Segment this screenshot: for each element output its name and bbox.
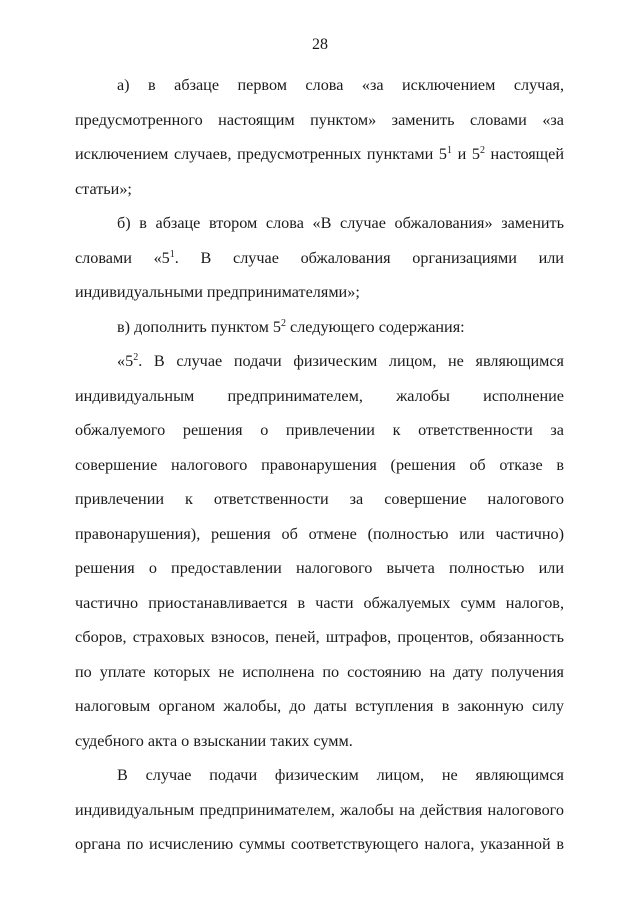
- paragraph-b: [75, 206, 564, 310]
- superscript: 1: [169, 248, 175, 260]
- superscript: 1: [447, 145, 453, 156]
- point-5-2-text: «5: [117, 352, 134, 370]
- paragraph-c: [75, 310, 564, 345]
- continuation-text: В случае подачи физическим лицом, не являющимся индивидуальным предпринимателем, жалобы на действия налогового органа по исчислению суммы соответствующего налога, указанной в: [75, 766, 564, 853]
- paragraph-a-text: настоящей статьи»;: [75, 145, 564, 198]
- paragraph-a-text: а) в абзаце первом слова «за исключением случая, предусмотренного настоящим пунктом» заменить словами «за исключением случаев, предусмотренных пунктами 5: [75, 76, 564, 163]
- paragraph-b-text: . В случае обжалования организациями или индивидуальными предпринимателями»;: [75, 248, 564, 301]
- paragraph-a: [75, 68, 564, 206]
- document-body: [75, 68, 564, 862]
- paragraph-b-text: б) в абзаце втором слова «В случае обжалования» заменить словами «5: [75, 214, 564, 267]
- superscript: 2: [479, 145, 485, 156]
- paragraph-c-text: в) дополнить пунктом 5: [117, 317, 281, 336]
- paragraph-continuation: [75, 758, 564, 862]
- paragraph-c-text: следующего содержания:: [285, 317, 465, 336]
- paragraph-point-5-2: [75, 344, 564, 758]
- point-5-2-text: . В случае подачи физическим лицом, не являющимся индивидуальным предпринимателем, жалобы исполнение обжалуемого решения о привлечении к ответственности за совершение налогового правонарушения (решения об отказе в привлечении к ответственности за совершение налогового правонарушения), решения об отмене (полностью или частично) решения о предоставлении налогового вычета полностью или частично приостанавливается в части обжалуемых сумм налогов, сборов, страховых взносов, пеней, штрафов, процентов, обязанность по уплате которых не исполнена по состоянию на дату получения налоговым органом жалобы, до даты вступления в законную силу судебного акта о взыскании таких сумм.: [75, 352, 564, 750]
- superscript: 2: [133, 352, 139, 363]
- paragraph-a-text: и 5: [452, 145, 480, 163]
- superscript: 2: [280, 317, 286, 329]
- page-number: 28: [312, 36, 328, 53]
